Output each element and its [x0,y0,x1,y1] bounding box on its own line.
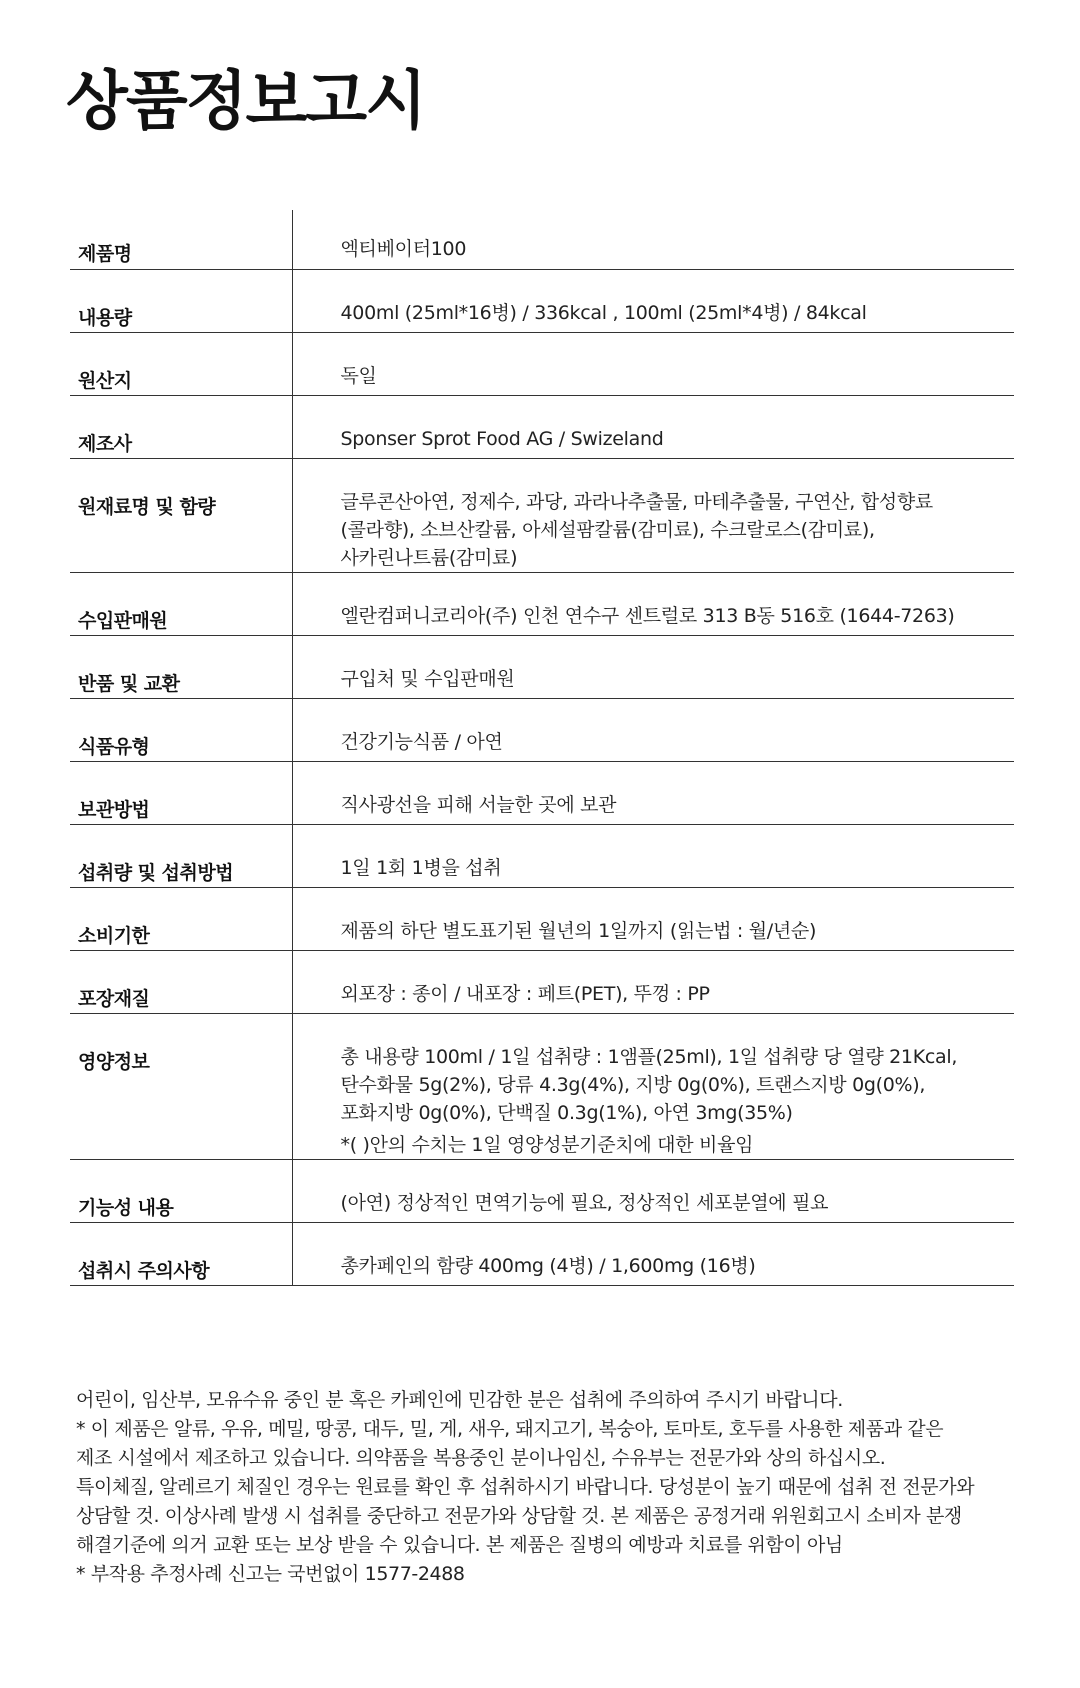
info-row-label: 제조사 [70,395,292,458]
info-row-value [292,210,1014,269]
info-row-label: 제품명 [70,210,292,269]
info-row-value [292,887,1014,950]
info-value-line: (아연) 정상적인 면역기능에 필요, 정상적인 세포분열에 필요 [340,1191,829,1214]
info-row-label: 원재료명 및 함량 [70,458,292,572]
info-row-value [292,761,1014,824]
info-row [70,635,1014,698]
caution-line: * 부작용 추정사례 신고는 국번없이 1577-2488 [76,1563,465,1585]
info-row [70,332,1014,395]
info-value-line: 엑티베이터100 [340,238,467,260]
info-value-line: 직사광선을 피해 서늘한 곳에 보관 [340,793,617,816]
info-value-line: 사카린나트륨(감미료) [340,546,518,569]
info-row-value [292,1159,1014,1222]
info-row-value [292,1222,1014,1285]
caution-line: 해결기준에 의거 교환 또는 보상 받을 수 있습니다. 본 제품은 질병의 예방과 치료를 위함이 아님 [76,1534,843,1556]
info-row [70,1159,1014,1222]
info-row [70,458,1014,572]
caution-line: 제조 시설에서 제조하고 있습니다. 의약품을 복용중인 분이나임신, 수유부는 전문가와 상의 하십시오. [76,1447,886,1469]
info-row [70,395,1014,458]
info-row-value [292,698,1014,761]
caution-line: * 이 제품은 알류, 우유, 메밀, 땅콩, 대두, 밀, 게, 새우, 돼지고기, 복숭아, 토마토, 호두를 사용한 제품과 같은 [76,1418,944,1440]
caution-line: 특이체질, 알레르기 체질인 경우는 원료를 확인 후 섭취하시기 바랍니다. 당성분이 높기 때문에 섭취 전 전문가와 [76,1476,975,1498]
info-row-value [292,395,1014,458]
info-value-line: 총 내용량 100ml / 1일 섭취량 : 1앰플(25ml), 1일 섭취량 당 열량 21Kcal, [340,1045,958,1068]
info-row-value [292,458,1014,572]
info-row-label: 영양정보 [70,1013,292,1159]
info-row-value [292,332,1014,395]
info-value-line: 포화지방 0g(0%), 단백질 0.3g(1%), 아연 3mg(35%) [340,1101,793,1124]
info-row-label: 식품유형 [70,698,292,761]
info-row-value [292,1013,1014,1159]
info-row [70,824,1014,887]
info-value-line: 1일 1회 1병을 섭취 [340,856,502,879]
caution-line: 어린이, 임산부, 모유수유 중인 분 혹은 카페인에 민감한 분은 섭취에 주의하여 주시기 바랍니다. [76,1389,843,1411]
caution-notice [76,1386,1016,1589]
info-row-label: 기능성 내용 [70,1159,292,1222]
info-value-line: 건강기능식품 / 아연 [340,730,503,753]
info-value-line: 구입처 및 수입판매원 [340,667,515,690]
info-row [70,887,1014,950]
info-row-value [292,950,1014,1013]
product-info-table [70,210,1014,1286]
info-row [70,210,1014,269]
info-row [70,269,1014,332]
info-row-value [292,635,1014,698]
info-row [70,950,1014,1013]
info-row-label: 보관방법 [70,761,292,824]
caution-line: 상담할 것. 이상사례 발생 시 섭취를 중단하고 전문가와 상담할 것. 본 제품은 공정거래 위원회고시 소비자 분쟁 [76,1505,962,1527]
info-value-line: 400ml (25ml*16병) / 336kcal , 100ml (25ml*4병) / 84kcal [340,301,867,324]
info-row-label: 내용량 [70,269,292,332]
info-row-label: 섭취시 주의사항 [70,1222,292,1285]
info-row-label: 소비기한 [70,887,292,950]
info-row-label: 포장재질 [70,950,292,1013]
info-row-label: 수입판매원 [70,572,292,635]
info-row-value [292,269,1014,332]
info-value-line: 탄수화물 5g(2%), 당류 4.3g(4%), 지방 0g(0%), 트랜스지방 0g(0%), [340,1073,926,1096]
info-value-line: 엘란컴퍼니코리아(주) 인천 연수구 센트럴로 313 B동 516호 (1644-7263) [340,604,955,627]
info-row [70,698,1014,761]
info-row-label: 원산지 [70,332,292,395]
info-value-line: 제품의 하단 별도표기된 월년의 1일까지 (읽는법 : 월/년순) [340,919,817,942]
info-row-label: 섭취량 및 섭취방법 [70,824,292,887]
info-value-line: 독일 [340,364,377,387]
info-row [70,1222,1014,1285]
info-row [70,761,1014,824]
info-row [70,1013,1014,1159]
page-title: 상품정보고시 [66,65,425,139]
info-row [70,572,1014,635]
info-value-line: (콜라향), 소브산칼륨, 아세설팜칼륨(감미료), 수크랄로스(감미료), [340,518,875,541]
info-row-value [292,572,1014,635]
info-value-line: 총카페인의 함량 400mg (4병) / 1,600mg (16병) [340,1254,756,1277]
info-value-line: Sponser Sprot Food AG / Swizeland [340,427,664,450]
info-row-value [292,824,1014,887]
info-value-line: 외포장 : 종이 / 내포장 : 페트(PET), 뚜껑 : PP [340,982,710,1005]
info-row-label: 반품 및 교환 [70,635,292,698]
info-value-note: *( )안의 수치는 1일 영양성분기준치에 대한 비율임 [340,1133,754,1156]
info-value-line: 글루콘산아연, 정제수, 과당, 과라나추출물, 마테추출물, 구연산, 합성향료 [340,490,933,513]
